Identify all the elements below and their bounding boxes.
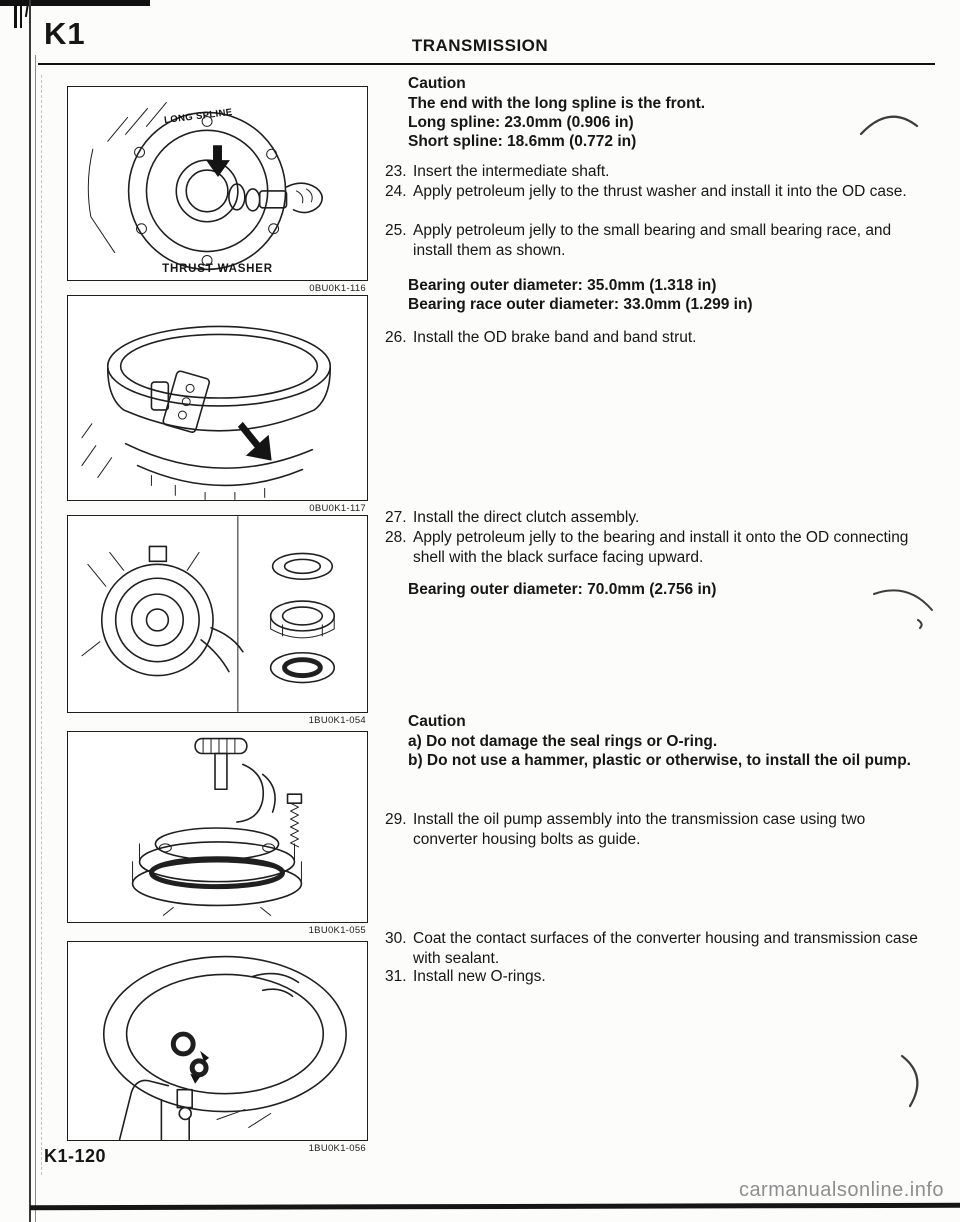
figure-converter-housing [67,941,368,1154]
step-number: 31. [385,968,407,985]
step-item-26 [385,328,930,348]
step-item-24 [385,182,930,202]
figure-code: 1BU0K1-055 [308,925,366,936]
spec-line: Bearing race outer diameter: 33.0mm (1.299 in) [408,296,753,313]
watermark: carmanualsonline.info [738,1179,944,1201]
step-number: 24. [385,183,407,200]
step-item-31 [385,967,930,987]
figure-code: 1BU0K1-054 [308,715,366,726]
scan-artifact [890,1052,950,1112]
step-number: 23. [385,163,407,180]
spec-line: Bearing outer diameter: 35.0mm (1.318 in) [408,277,717,294]
figure-drawing-brake-band [68,296,367,500]
figure-drawing-oil-pump [68,732,367,922]
step-item-30 [385,929,930,968]
step-text: Install the oil pump assembly into the transmission case using two converter housing bolts as guide. [413,811,866,848]
step-item-29 [385,810,930,849]
scan-artifact [41,75,42,1175]
figure-drawing-converter-housing [68,942,367,1140]
caution-block-spline [408,74,930,151]
step-number: 26. [385,329,407,346]
step-number: 29. [385,811,407,828]
caution-item-b: b) Do not use a hammer, plastic or otherwise, to install the oil pump. [408,752,911,769]
step-text: Apply petroleum jelly to the small bearing and small bearing race, and install them as shown. [413,222,892,259]
scan-artifact [29,0,31,1222]
spec-block-bearing-70 [408,580,930,599]
header-rule [38,63,935,65]
figure-code: 1BU0K1-056 [308,1143,366,1154]
step-number: 28. [385,529,407,546]
page-title: TRANSMISSION [411,36,549,55]
scan-artifact [35,55,36,1222]
figure-drawing-direct-clutch [68,516,367,712]
caution-item-a: a) Do not damage the seal rings or O-ring. [408,733,718,750]
figure-label-long-spline: LONG SPLINE [163,106,234,127]
scan-artifact [14,4,17,28]
figure-caption-thrust-washer: THRUST WASHER [162,263,273,275]
step-item-27 [385,508,930,528]
caution-title: Caution [408,75,466,92]
spec-line: Bearing outer diameter: 70.0mm (2.756 in) [408,581,717,598]
step-text: Apply petroleum jelly to the thrust washer and install it into the OD case. [413,183,907,200]
step-number: 27. [385,509,407,526]
step-text: Install the direct clutch assembly. [413,509,640,526]
caution-title: Caution [408,713,466,730]
step-item-28 [385,528,930,567]
step-number: 30. [385,930,407,947]
step-text: Install the OD brake band and band strut. [413,329,697,346]
scan-bottom-edge [30,1203,960,1210]
scan-artifact [20,4,22,28]
figure-code: 0BU0K1-116 [309,283,366,294]
scan-artifact [0,0,150,6]
step-text: Insert the intermediate shaft. [413,163,610,180]
spec-line: Long spline: 23.0mm (0.906 in) [408,114,634,131]
step-number: 25. [385,222,407,239]
step-item-25 [385,221,930,260]
step-item-23 [385,162,930,182]
figure-intermediate-shaft [67,86,368,294]
section-code: K1 [44,16,86,51]
step-text: Coat the contact surfaces of the converter housing and transmission case with sealant. [413,930,918,967]
step-text: Apply petroleum jelly to the bearing and install it onto the OD connecting shell with the black surface facing upward. [413,529,909,566]
page-number: K1-120 [44,1146,107,1166]
figure-oil-pump [67,731,368,936]
figure-brake-band [67,295,368,514]
spec-block-bearing-35 [408,276,930,314]
caution-block-oil-pump [408,712,930,770]
figure-direct-clutch [67,515,368,726]
step-text: Install new O-rings. [413,968,546,985]
figure-code: 0BU0K1-117 [309,503,366,514]
spec-line: Short spline: 18.6mm (0.772 in) [408,133,637,150]
caution-line: The end with the long spline is the front. [408,95,706,112]
